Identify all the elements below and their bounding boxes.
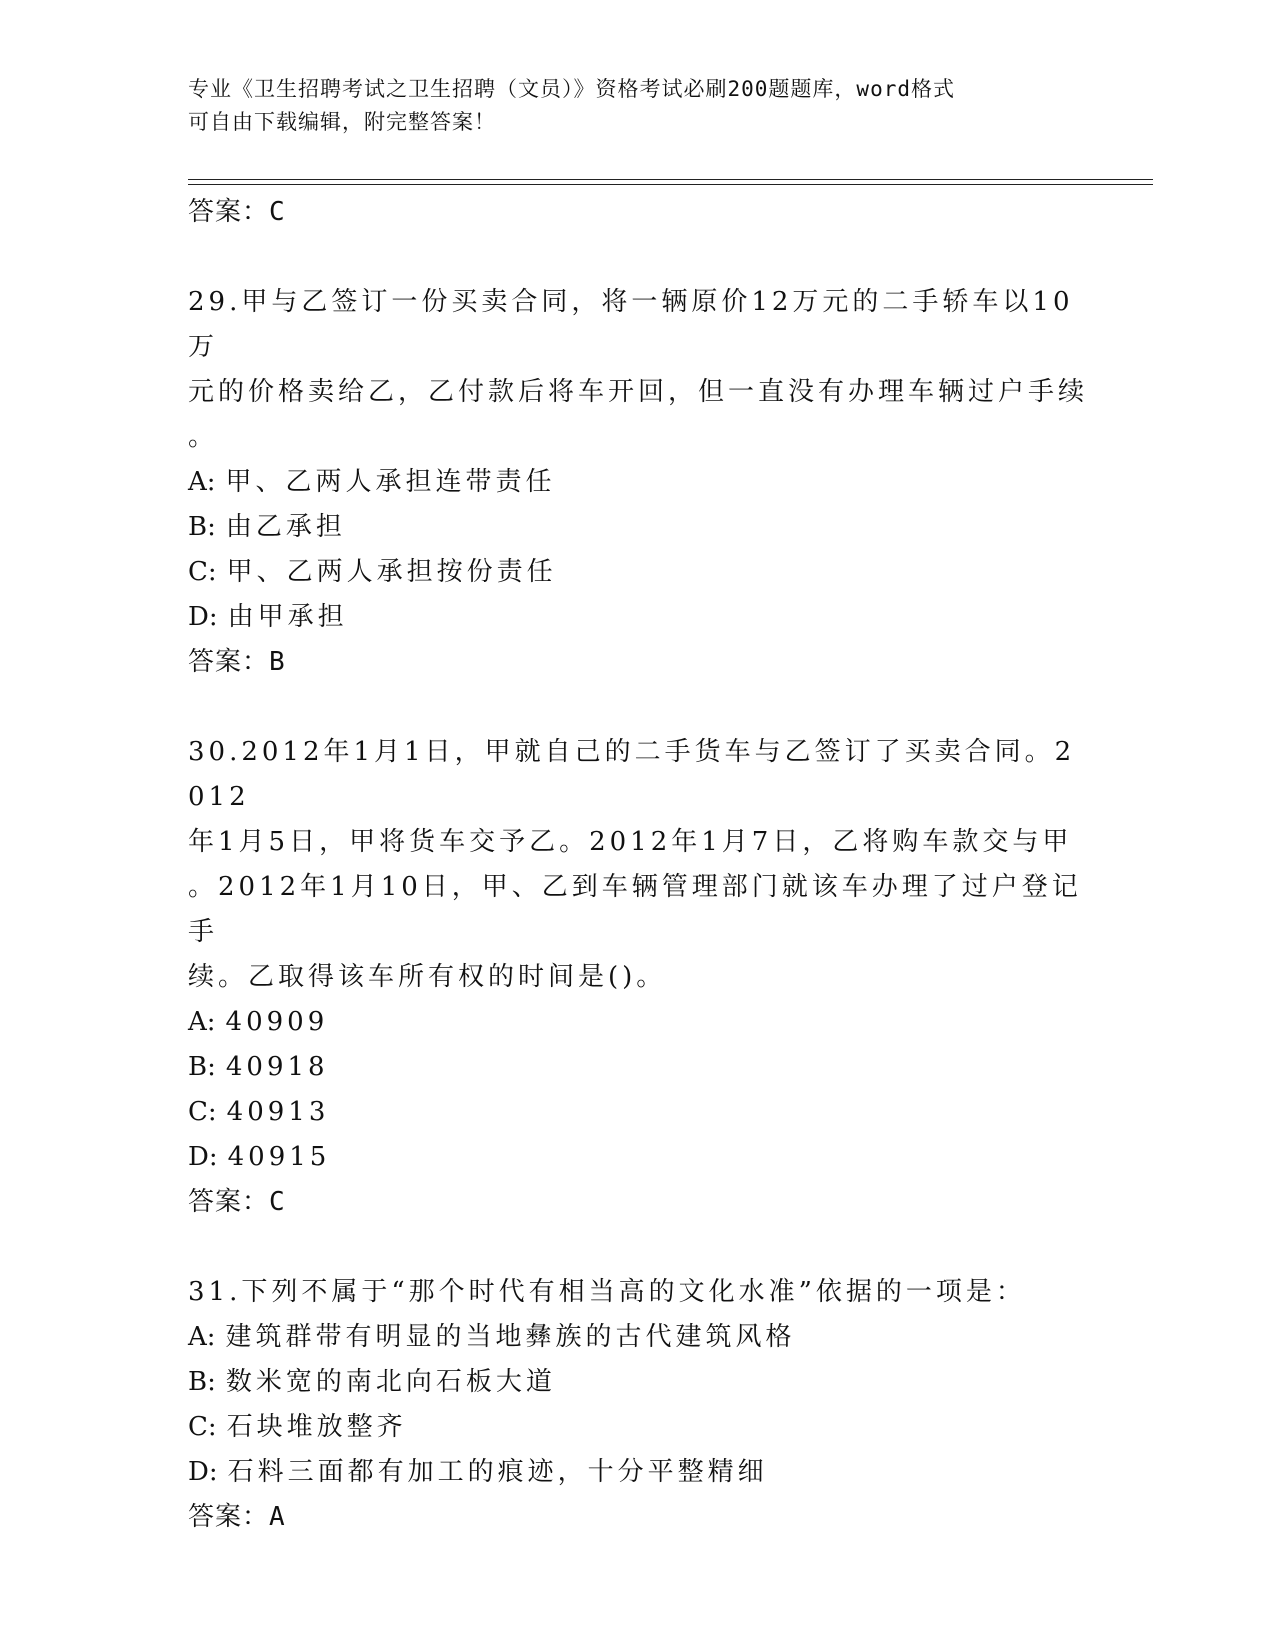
stem-line: 30.2012年1月1日，甲就自己的二手货车与乙签订了买卖合同。2012 [188, 737, 1076, 812]
option-letter: C: [188, 557, 217, 587]
option-text: 由乙承担 [225, 512, 346, 542]
question-stem [188, 280, 1088, 460]
option-c [188, 550, 1088, 595]
spacer [188, 235, 1088, 280]
stem-line: 年1月5日，甲将货车交予乙。2012年1月7日，乙将购车款交与甲 [188, 827, 1073, 857]
option-text: 石料三面都有加工的痕迹，十分平整精细 [227, 1457, 768, 1487]
header-divider [188, 179, 1153, 180]
answer-line: 答案：A [188, 1502, 286, 1532]
option-letter: A: [188, 467, 216, 497]
option-letter: B: [188, 1367, 216, 1397]
question-stem [188, 730, 1088, 1000]
option-text: 40915 [227, 1142, 331, 1172]
option-d [188, 1450, 1088, 1495]
option-letter: A: [188, 1007, 216, 1037]
option-a [188, 1000, 1088, 1045]
option-text: 建筑群带有明显的当地彝族的古代建筑风格 [225, 1322, 796, 1352]
stem-line: 元的价格卖给乙，乙付款后将车开回，但一直没有办理车辆过户手续 [188, 377, 1089, 407]
option-b [188, 1360, 1088, 1405]
stem-line: 续。乙取得该车所有权的时间是()。 [188, 962, 667, 992]
stem-line: 。2012年1月10日，甲、乙到车辆管理部门就该车办理了过户登记手 [188, 872, 1082, 947]
page-header [188, 73, 1088, 139]
option-letter: D: [188, 1142, 218, 1172]
option-a [188, 1315, 1088, 1360]
previous-answer: 答案：C [188, 197, 286, 227]
option-b [188, 1045, 1088, 1090]
spacer [188, 685, 1088, 730]
option-letter: D: [188, 602, 218, 632]
option-d [188, 595, 1088, 640]
document-body [188, 190, 1088, 1540]
option-text: 40918 [225, 1052, 329, 1082]
question-29 [188, 280, 1088, 685]
option-c [188, 1405, 1088, 1450]
option-a [188, 460, 1088, 505]
option-text: 石块堆放整齐 [226, 1412, 407, 1442]
header-divider-thin [188, 184, 1153, 185]
stem-line: 31.下列不属于“那个时代有相当高的文化水准”依据的一项是： [188, 1277, 1026, 1307]
header-line-1: 专业《卫生招聘考试之卫生招聘（文员）》资格考试必刷200题题库，word格式 [188, 77, 955, 101]
spacer [188, 1225, 1088, 1270]
question-31 [188, 1270, 1088, 1540]
option-letter: C: [188, 1412, 217, 1442]
answer-line: 答案：B [188, 647, 286, 677]
question-30 [188, 730, 1088, 1225]
header-line-2: 可自由下载编辑，附完整答案！ [188, 110, 496, 134]
option-text: 甲、乙两人承担连带责任 [225, 467, 556, 497]
question-stem [188, 1270, 1088, 1315]
option-text: 数米宽的南北向石板大道 [225, 1367, 556, 1397]
option-b [188, 505, 1088, 550]
option-letter: B: [188, 1052, 216, 1082]
option-text: 40913 [226, 1097, 330, 1127]
option-letter: D: [188, 1457, 218, 1487]
stem-line: 29.甲与乙签订一份买卖合同，将一辆原价12万元的二手轿车以10万 [188, 287, 1074, 362]
option-text: 40909 [225, 1007, 329, 1037]
answer-line: 答案：C [188, 1187, 286, 1217]
option-letter: C: [188, 1097, 217, 1127]
option-text: 甲、乙两人承担按份责任 [226, 557, 557, 587]
option-c [188, 1090, 1088, 1135]
option-d [188, 1135, 1088, 1180]
option-letter: A: [188, 1322, 216, 1352]
option-text: 由甲承担 [227, 602, 348, 632]
stem-line: 。 [188, 422, 219, 452]
option-letter: B: [188, 512, 216, 542]
